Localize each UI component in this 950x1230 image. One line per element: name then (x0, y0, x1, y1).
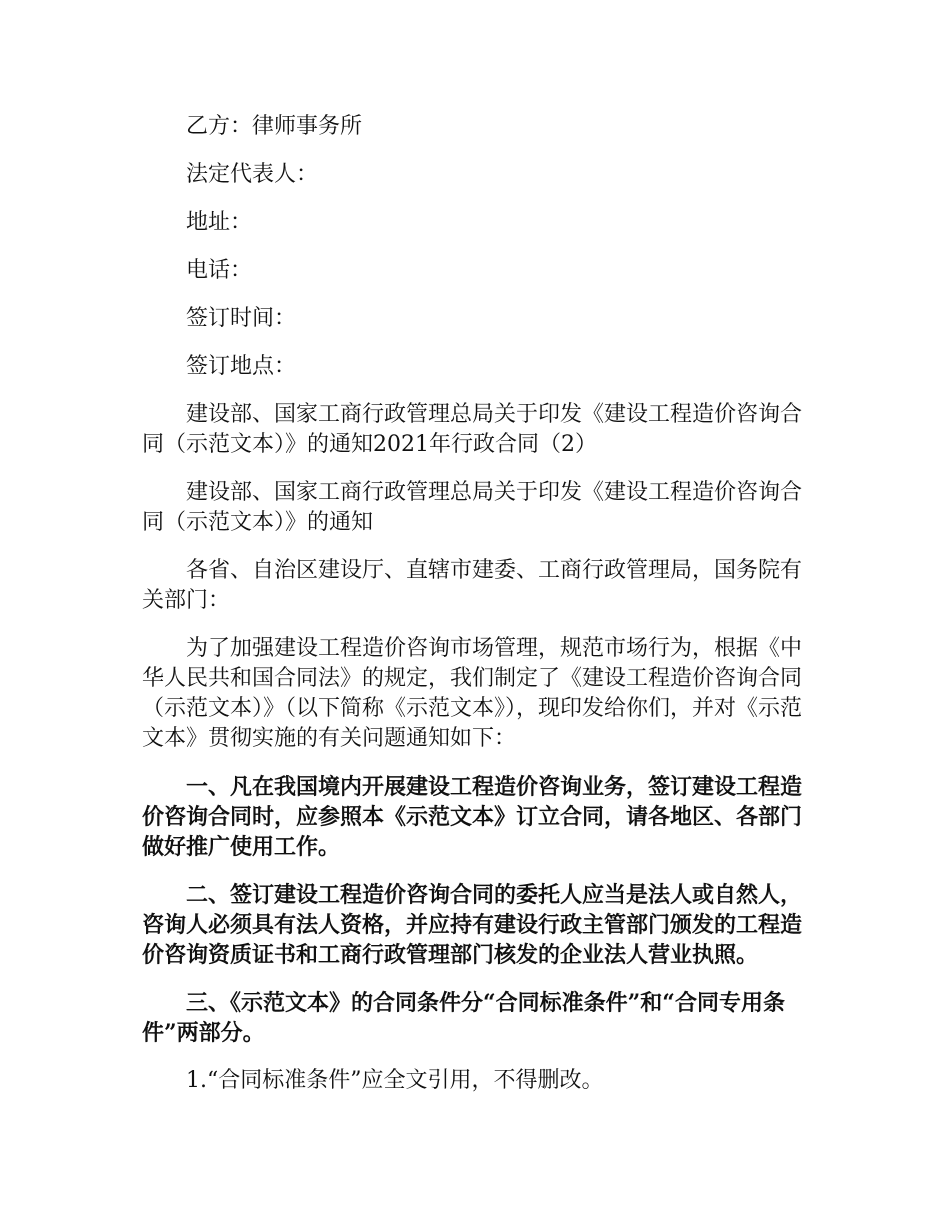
signing-place-field: 签订地点： (186, 354, 297, 379)
clause-three-paragraph: 三、《示范文本》的合同条件分“合同标准条件”和“合同专用条件”两部分。 (142, 990, 785, 1046)
sub-clause-one-paragraph: 1.“合同标准条件”应全文引用，不得删改。 (186, 1068, 604, 1093)
recipients-paragraph: 各省、自治区建设厅、直辖市建委、工商行政管理局，国务院有关部门： (142, 558, 803, 613)
notice-subtitle-paragraph: 建设部、国家工商行政管理总局关于印发《建设工程造价咨询合同（示范文本）》的通知 (142, 480, 803, 535)
notice-title-paragraph: 建设部、国家工商行政管理总局关于印发《建设工程造价咨询合同（示范文本）》的通知2021年行政合同（2） (142, 402, 803, 457)
introduction-paragraph: 为了加强建设工程造价咨询市场管理，规范市场行为，根据《中华人民共和国合同法》的规定，我们制定了《建设工程造价咨询合同（示范文本）》（以下简称《示范文本》），现印发给你们，并对《示范文本》贯彻实施的有关问题通知如下： (142, 636, 803, 751)
address-field: 地址： (186, 210, 253, 235)
signing-time-field: 签订时间： (186, 306, 297, 331)
clause-one-paragraph: 一、凡在我国境内开展建设工程造价咨询业务，签订建设工程造价咨询合同时，应参照本《示范文本》订立合同，请各地区、各部门做好推广使用工作。 (142, 774, 803, 860)
legal-representative-field: 法定代表人： (186, 162, 319, 187)
document-body (142, 112, 814, 1114)
phone-field: 电话： (186, 258, 253, 283)
clause-two-paragraph: 二、签订建设工程造价咨询合同的委托人应当是法人或自然人，咨询人必须具有法人资格，并应持有建设行政主管部门颁发的工程造价咨询资质证书和工商行政管理部门核发的企业法人营业执照。 (142, 882, 803, 968)
party-b-field: 乙方：律师事务所 (186, 114, 363, 139)
